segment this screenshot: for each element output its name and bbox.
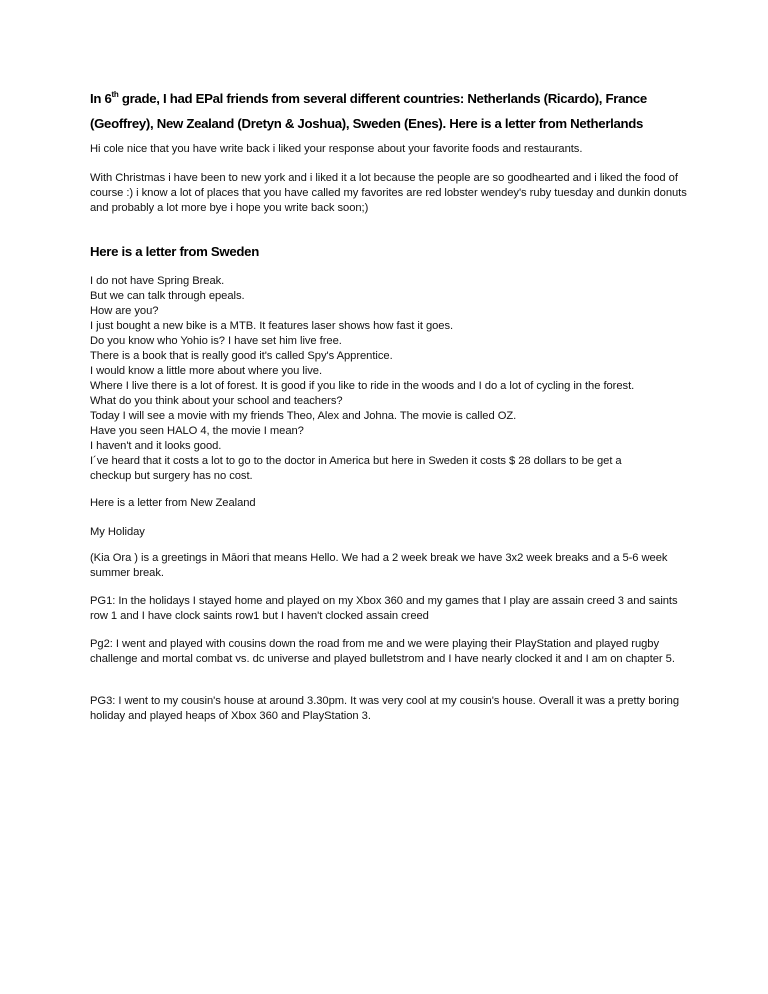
netherlands-letter-paragraph-1: Hi cole nice that you have write back i liked your response about your favorite foods and restaurants. xyxy=(90,143,583,155)
ordinal-suffix: th xyxy=(111,89,119,99)
sweden-letter-line: Today I will see a movie with my friends Theo, Alex and Johna. The movie is called OZ. xyxy=(90,410,517,422)
sweden-letter-line: I just bought a new bike is a MTB. It features laser shows how fast it goes. xyxy=(90,320,454,332)
sweden-letter-line: What do you think about your school and teachers? xyxy=(90,395,343,407)
new-zealand-letter-paragraph-3: Pg2: I went and played with cousins down the road from me and we were playing their PlayStation and played rugby challenge and mortal combat vs. dc universe and played bulletstrom and I have nearly clocked it and I am on chapter 5. xyxy=(90,638,675,665)
new-zealand-letter-paragraph-1: (Kia Ora ) is a greetings in Māori that means Hello. We had a 2 week break we have 3x2 week breaks and a 5-6 week summer break. xyxy=(90,552,668,579)
new-zealand-letter-paragraph-2: PG1: In the holidays I stayed home and played on my Xbox 360 and my games that I play are assain creed 3 and saints row 1 and I have clock saints row1 but I haven't clocked assain creed xyxy=(90,595,678,622)
sweden-letter-heading: Here is a letter from Sweden xyxy=(90,244,259,259)
intro-text-start: In 6 xyxy=(90,91,112,106)
sweden-letter-line: I´ve heard that it costs a lot to go to the doctor in America but here in Sweden it costs $ 28 dollars to be get a xyxy=(90,455,622,467)
new-zealand-letter-heading: Here is a letter from New Zealand xyxy=(90,497,256,509)
sweden-letter-line: I do not have Spring Break. xyxy=(90,275,225,287)
sweden-letter-line: I would know a little more about where you live. xyxy=(90,365,323,377)
intro-text-rest: grade, I had EPal friends from several different countries: Netherlands (Ricardo), France (Geoffrey), New Zealand (Dretyn & Joshua), Sweden (Enes). Here is a letter from Netherlands xyxy=(90,91,647,131)
sweden-letter-line: Have you seen HALO 4, the movie I mean? xyxy=(90,425,304,437)
sweden-letter-line: I haven't and it looks good. xyxy=(90,440,222,452)
new-zealand-letter-paragraph-4: PG3: I went to my cousin's house at around 3.30pm. It was very cool at my cousin's house. Overall it was a pretty boring holiday and played heaps of Xbox 360 and PlayStation 3. xyxy=(90,695,680,722)
sweden-letter-line: There is a book that is really good it's called Spy's Apprentice. xyxy=(90,350,393,362)
sweden-letter-body xyxy=(90,274,690,484)
netherlands-letter-paragraph-2: With Christmas i have been to new york and i liked it a lot because the people are so goodhearted and i liked the food of course :) i know a lot of places that you have called my favorites are red lobster wendey's ruby tuesday and dunkin donuts and probably a lot more bye i hope you write back soon;) xyxy=(90,172,687,214)
sweden-letter-line: Do you know who Yohio is? I have set him live free. xyxy=(90,335,342,347)
intro-heading xyxy=(90,86,690,136)
sweden-letter-line: Where I live there is a lot of forest. It is good if you like to ride in the woods and I do a lot of cycling in the forest. xyxy=(90,380,635,392)
new-zealand-letter-title: My Holiday xyxy=(90,526,145,538)
sweden-letter-line: checkup but surgery has no cost. xyxy=(90,470,253,482)
sweden-letter-line: But we can talk through epeals. xyxy=(90,290,245,302)
sweden-letter-line: How are you? xyxy=(90,305,159,317)
